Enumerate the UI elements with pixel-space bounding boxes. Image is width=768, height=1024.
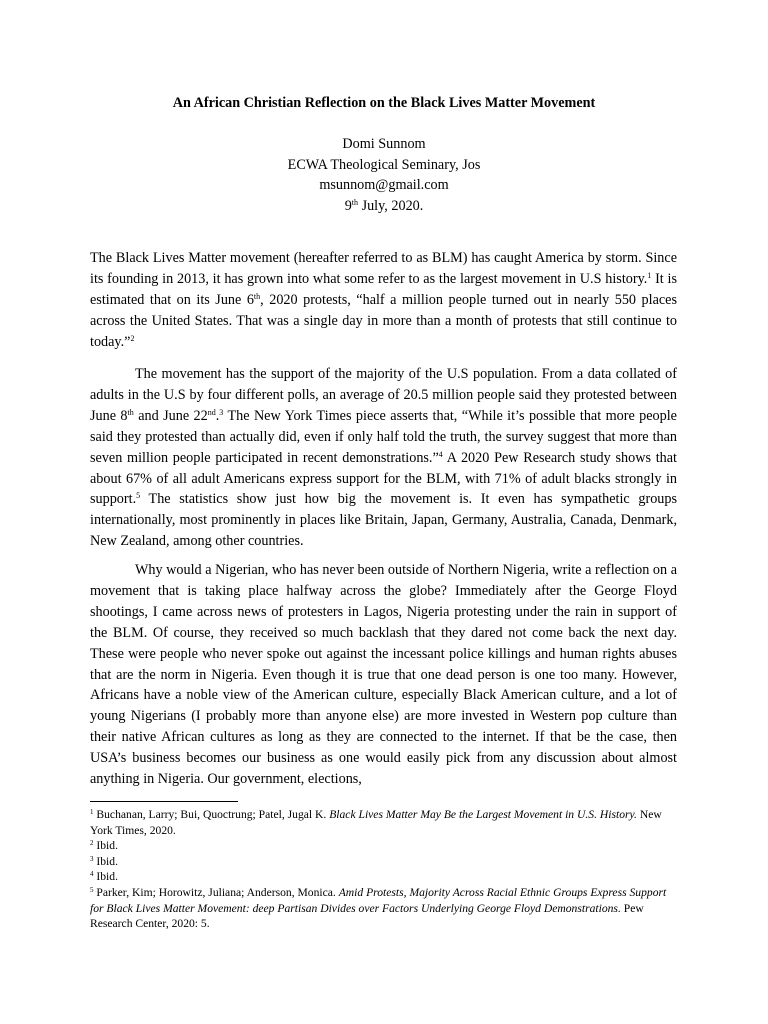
footnote-5: $^5$ Parker, Kim; Horowitz, Juliana; Anderson, Monica. Amid Protests, Majority Across Racial Ethnic Groups Express Support for Black Lives Matter Movement: deep Partisan Divides over Factors Underlying George Floyd Demonstrations. Pew Research Center, 2020: 5. [90,885,667,931]
footnote-separator [90,801,238,802]
footnote-1: $^1$ Buchanan, Larry; Bui, Quoctrung; Patel, Jugal K. Black Lives Matter May Be the Largest Movement in U.S. History. New York Times, 2020. [90,808,662,837]
footnote-ref-2[interactable]: 2 [130,333,135,343]
footnote-ref-1[interactable]: 1 [647,270,652,280]
footnote-3: $^3$ Ibid. [90,854,118,868]
paragraph-1: The Black Lives Matter movement (hereafter referred to as BLM) has caught America by storm. Since its founding in 2013, it has grown into what some refer to as the largest movement in U.S history.$^1$ It is estimated that on its June 6th, 2020 protests, “half a million people turned out in nearly 550 places across the United States. That was a single day in more than a month of protests that still continue to today.”$^2$ [90,250,677,350]
footnote-ref-4[interactable]: 4 [438,449,443,459]
footnotes [90,807,677,932]
author-email: msunnom@gmail.com [319,177,449,193]
author-institution: ECWA Theological Seminary, Jos [287,156,481,173]
footnote-ref-5[interactable]: 5 [136,491,141,501]
paper-date: 9th July, 2020. [344,197,424,214]
paper-title: An African Christian Reflection on the Black Lives Matter Movement [172,95,596,111]
paragraph-3: Why would a Nigerian, who has never been outside of Northern Nigeria, write a reflection on a movement that is taking place halfway across the globe? Immediately after the George Floyd shootings, I came across news of protesters in Lagos, Nigeria protesting under the rain in support of the BLM. Of course, they received so much backlash that they dared not come back the next day. These were people who never spoke out against the incessant police killings and human rights abuses that are the norm in Nigeria. Even though it is true that one dead person is one too many. However, Africans have a noble view of the American culture, especially Black American culture, and a lot of young Nigerians (I probably more than anyone else) are more invested in Western pop culture than their native African cultures as long as they are connected to the internet. If that be the case, then USA’s business becomes our business as one would easily pick from any discussion about almost anything in Nigeria. Our government, elections, [90,562,677,788]
footnote-4: $^4$ Ibid. [90,870,118,884]
author-block [0,134,768,216]
footnote-2: $^2$ Ibid. [90,839,118,853]
paragraph-2: The movement has the support of the majority of the U.S population. From a data collated of adults in the U.S by four different polls, an average of 20.5 million people said they protested between June 8th and June 22nd.$^3$ The New York Times piece asserts that, “While it’s possible that more people said they protested than actually did, even if only half told the truth, the survey suggest that more than seven million people participated in recent demonstrations.”$^4$ A 2020 Pew Research study shows that about 67% of all adult Americans express support for the BLM, with 71% of adult blacks strongly in support.$^5$ The statistics show just how big the movement is. It even has sympathetic groups internationally, most prominently in places like Britain, Japan, Germany, Australia, Canada, Denmark, New Zealand, among other countries. [90,366,677,550]
author-name: Domi Sunnom [342,136,426,152]
footnote-ref-3[interactable]: 3 [219,407,224,417]
